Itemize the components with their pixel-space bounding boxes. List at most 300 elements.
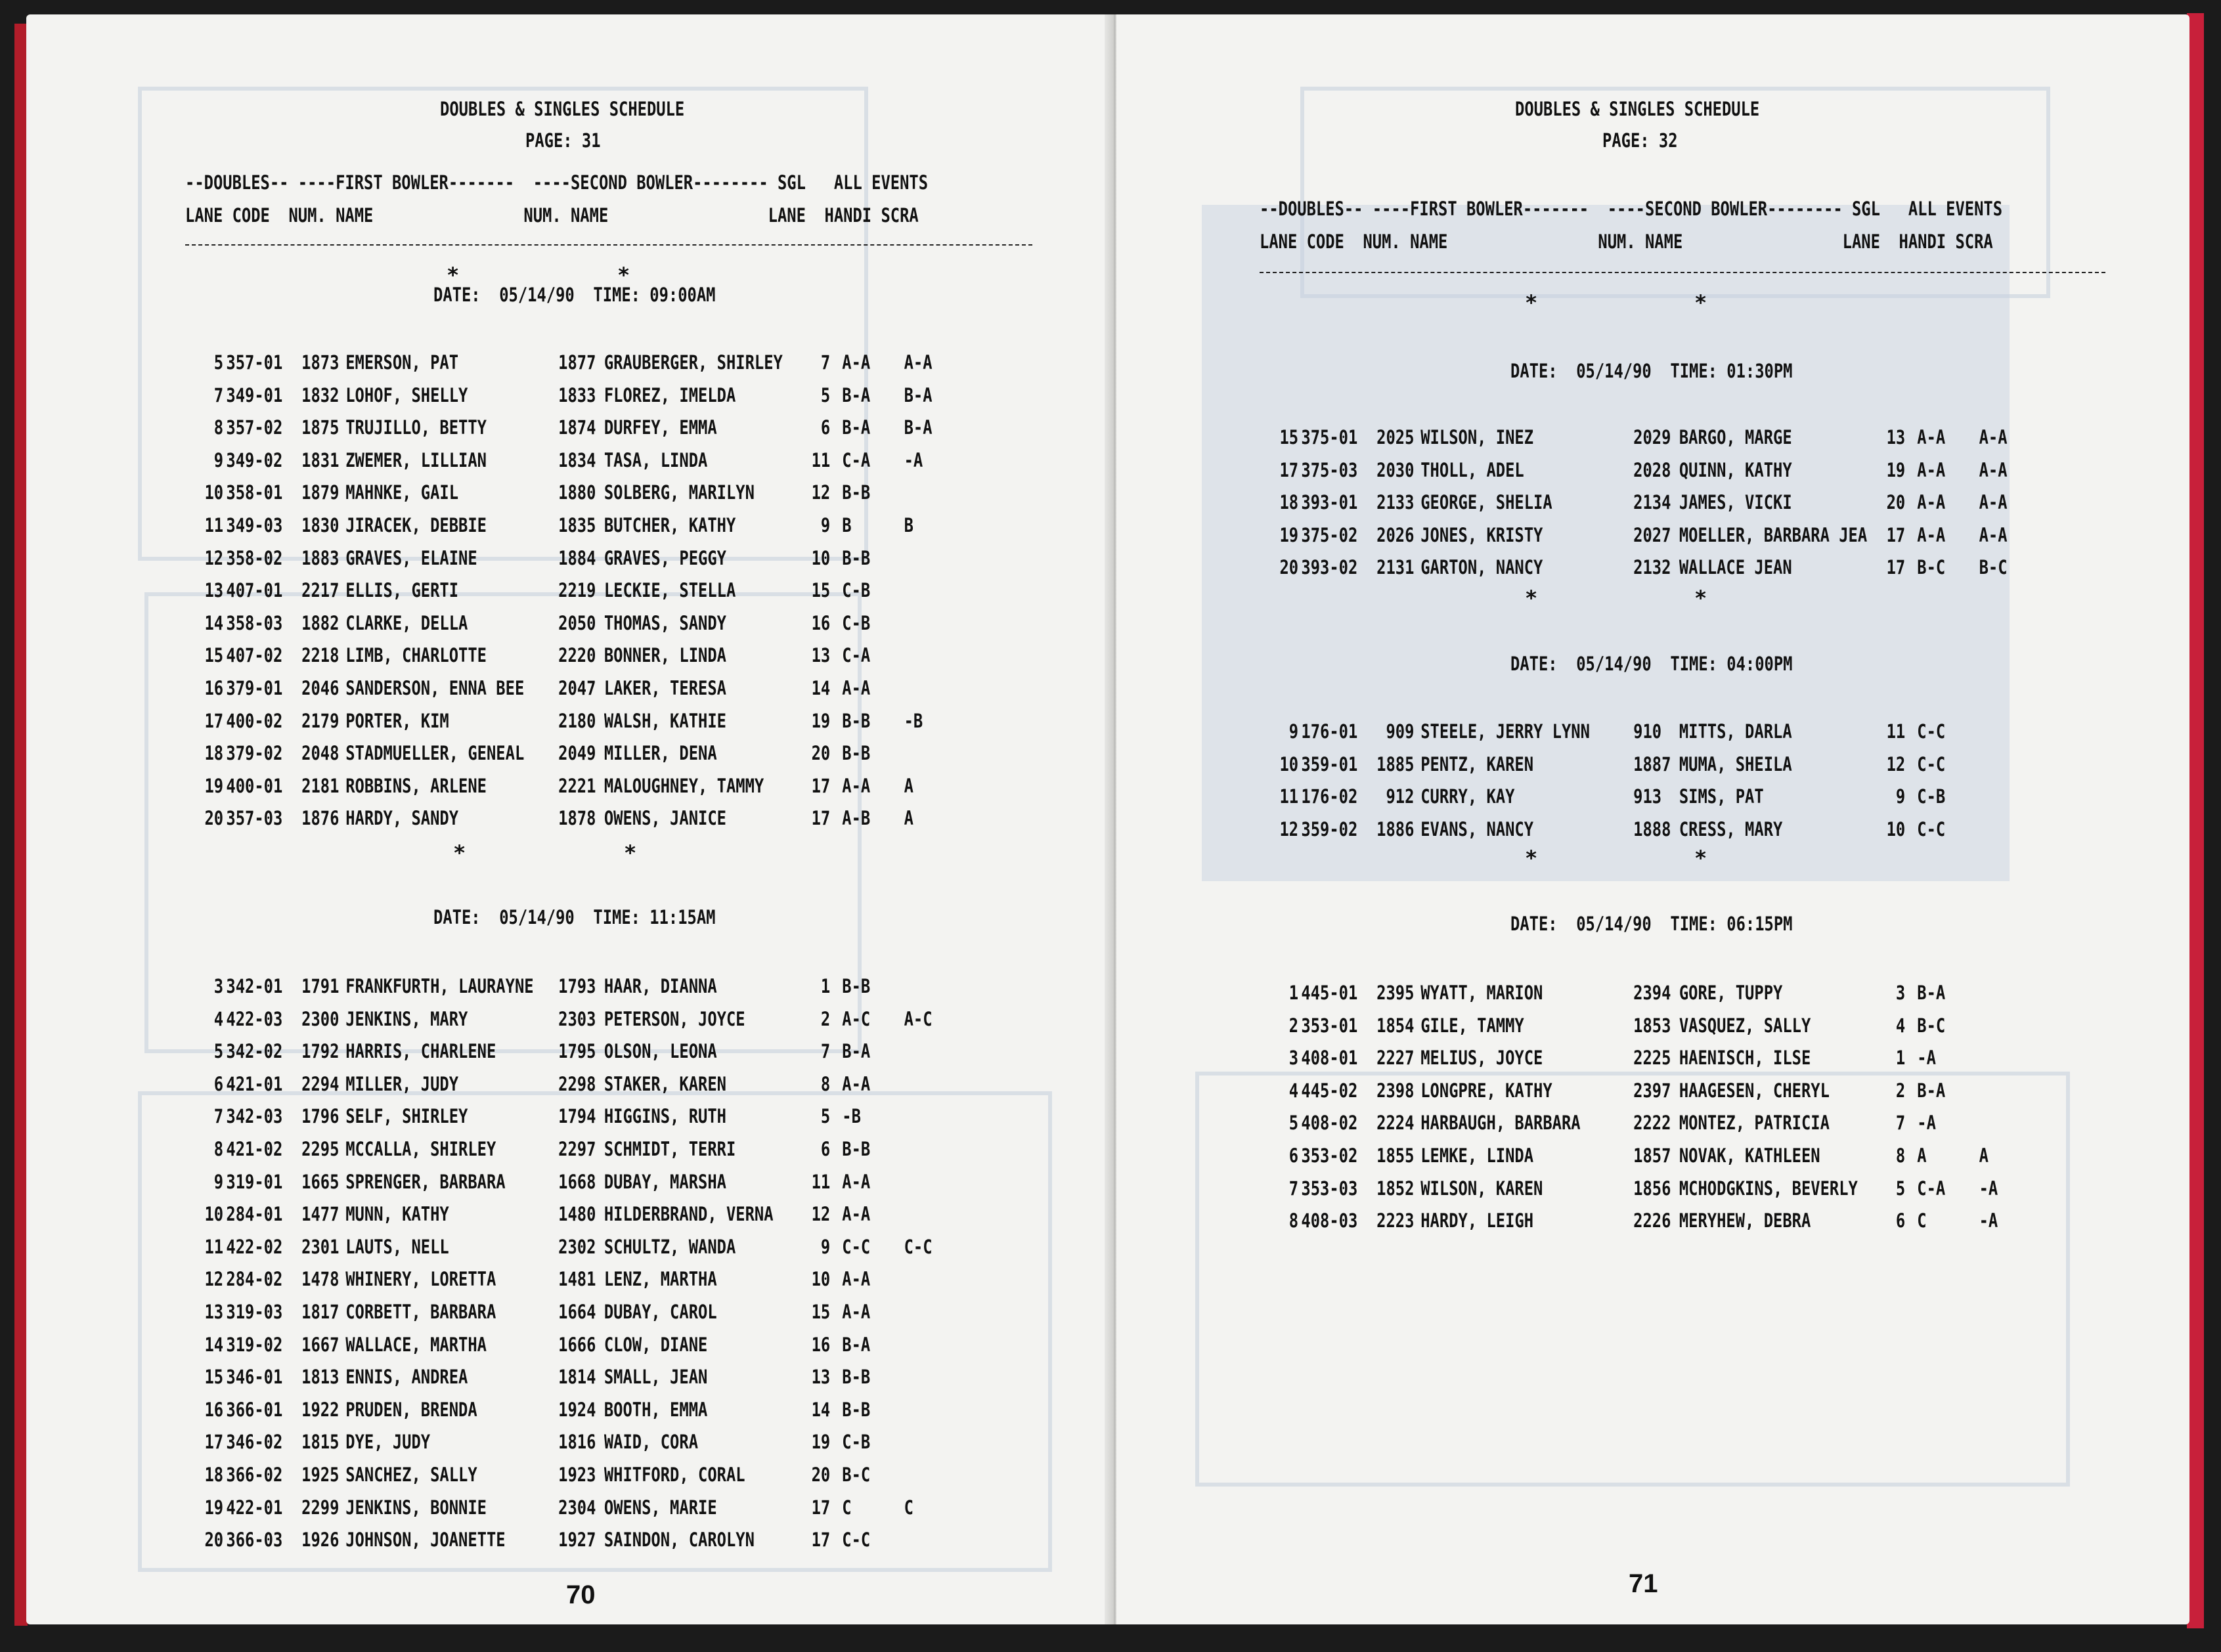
singles-lane-cell: 8 <box>1895 1144 1906 1167</box>
second-bowler-num-cell: 1877 <box>558 351 596 374</box>
first-bowler-num-cell: 912 <box>1386 785 1415 808</box>
singles-lane-cell: 5 <box>820 1105 831 1128</box>
first-bowler-num-cell: 2301 <box>301 1235 340 1258</box>
doubles-code-cell: 366-02 <box>226 1463 283 1486</box>
first-bowler-name-cell: ENNIS, ANDREA <box>345 1366 468 1389</box>
table-row <box>194 1231 947 1264</box>
second-bowler-num-cell: 2226 <box>1633 1209 1671 1232</box>
first-bowler-name-cell: ELLIS, GERTI <box>345 579 459 602</box>
first-bowler-name-cell: GEORGE, SHELIA <box>1420 491 1552 514</box>
singles-lane-cell: 9 <box>820 1235 831 1258</box>
star-marker: * <box>1525 586 1538 611</box>
lane-cell: 9 <box>213 448 224 471</box>
second-bowler-name-cell: HILDERBRAND, VERNA <box>604 1203 774 1226</box>
handicap-event-cell: C-A <box>842 448 871 471</box>
scratch-event-cell: B-A <box>904 383 933 406</box>
first-bowler-name-cell: GILE, TAMMY <box>1420 1014 1524 1037</box>
first-bowler-num-cell: 1817 <box>301 1300 340 1323</box>
lane-cell: 8 <box>213 416 224 439</box>
lane-cell: 7 <box>1288 1177 1299 1200</box>
lane-cell: 15 <box>204 1366 224 1389</box>
table-row <box>194 1524 947 1557</box>
first-bowler-num-cell: 1885 <box>1376 752 1415 775</box>
column-header-line-1: --DOUBLES-- ----FIRST BOWLER------- ----SECOND BOWLER-------- SGL ALL EVENTS <box>185 171 929 194</box>
first-bowler-name-cell: JONES, KRISTY <box>1420 523 1543 546</box>
section-date: DATE: 05/14/90 TIME: 11:15AM <box>433 906 716 928</box>
second-bowler-num-cell: 1833 <box>558 383 596 406</box>
second-bowler-num-cell: 1927 <box>558 1529 596 1552</box>
table-row <box>1269 422 2022 454</box>
singles-lane-cell: 9 <box>820 513 831 536</box>
lane-cell: 9 <box>1288 720 1299 743</box>
first-bowler-name-cell: LEMKE, LINDA <box>1420 1144 1534 1167</box>
second-bowler-num-cell: 1816 <box>558 1431 596 1454</box>
handicap-event-cell: B-B <box>842 742 871 765</box>
second-bowler-num-cell: 2047 <box>558 676 596 699</box>
handicap-event-cell: -B <box>842 1105 861 1128</box>
lane-cell: 14 <box>204 611 224 634</box>
first-bowler-num-cell: 2133 <box>1376 491 1415 514</box>
first-bowler-name-cell: HARDY, SANDY <box>345 807 459 830</box>
handicap-event-cell: A-A <box>842 1268 871 1291</box>
header-rule <box>1260 272 2105 273</box>
second-bowler-name-cell: STAKER, KAREN <box>604 1072 726 1095</box>
second-bowler-num-cell: 2303 <box>558 1007 596 1030</box>
lane-cell: 19 <box>204 1496 224 1519</box>
singles-lane-cell: 7 <box>1895 1112 1906 1135</box>
doubles-code-cell: 346-02 <box>226 1431 283 1454</box>
singles-lane-cell: 7 <box>820 351 831 374</box>
scratch-event-cell: B <box>904 513 913 536</box>
doubles-code-cell: 393-01 <box>1301 491 1358 514</box>
column-header-line-2: LANE CODE NUM. NAME NUM. NAME LANE HANDI SCRA <box>185 204 919 227</box>
first-bowler-name-cell: CURRY, KAY <box>1420 785 1515 808</box>
second-bowler-name-cell: HAENISCH, ILSE <box>1679 1047 1811 1070</box>
table-row <box>1269 716 2022 749</box>
header-rule <box>185 244 1032 246</box>
second-bowler-name-cell: BONNER, LINDA <box>604 644 726 667</box>
second-bowler-name-cell: SCHMIDT, TERRI <box>604 1137 736 1160</box>
second-bowler-num-cell: 2222 <box>1633 1112 1671 1135</box>
first-bowler-num-cell: 1854 <box>1376 1014 1415 1037</box>
lane-cell: 15 <box>204 644 224 667</box>
second-bowler-name-cell: GORE, TUPPY <box>1679 982 1783 1004</box>
doubles-code-cell: 353-01 <box>1301 1014 1358 1037</box>
second-bowler-num-cell: 1887 <box>1633 752 1671 775</box>
doubles-code-cell: 358-01 <box>226 481 283 504</box>
handicap-event-cell: A-A <box>1917 426 1946 448</box>
handicap-event-cell: -A <box>1917 1047 1936 1070</box>
doubles-code-cell: 349-03 <box>226 513 283 536</box>
lane-cell: 14 <box>204 1333 224 1356</box>
star-marker: * <box>624 840 637 865</box>
scratch-event-cell: A-A <box>1979 426 2008 448</box>
first-bowler-num-cell: 2300 <box>301 1007 340 1030</box>
doubles-code-cell: 379-02 <box>226 742 283 765</box>
table-row <box>194 1492 947 1525</box>
first-bowler-num-cell: 1925 <box>301 1463 340 1486</box>
handicap-event-cell: C-C <box>842 1529 871 1552</box>
doubles-code-cell: 422-03 <box>226 1007 283 1030</box>
table-row <box>1269 749 2022 781</box>
first-bowler-name-cell: MCCALLA, SHIRLEY <box>345 1137 496 1160</box>
table-row <box>194 970 947 1003</box>
first-bowler-name-cell: JENKINS, MARY <box>345 1007 468 1030</box>
doubles-code-cell: 342-01 <box>226 975 283 997</box>
doubles-code-cell: 422-02 <box>226 1235 283 1258</box>
scratch-event-cell: A-A <box>1979 491 2008 514</box>
first-bowler-num-cell: 1879 <box>301 481 340 504</box>
book-spine-left <box>14 24 28 1626</box>
lane-cell: 11 <box>204 513 224 536</box>
first-bowler-name-cell: PRUDEN, BRENDA <box>345 1398 477 1421</box>
lane-cell: 6 <box>1288 1144 1299 1167</box>
first-bowler-name-cell: ZWEMER, LILLIAN <box>345 448 487 471</box>
handicap-event-cell: A-B <box>842 807 871 830</box>
first-bowler-num-cell: 2030 <box>1376 458 1415 481</box>
singles-lane-cell: 10 <box>811 1268 831 1291</box>
second-bowler-name-cell: LECKIE, STELLA <box>604 579 736 602</box>
first-bowler-name-cell: SANDERSON, ENNA BEE <box>345 676 525 699</box>
lane-cell: 10 <box>1279 752 1299 775</box>
handicap-event-cell: C-B <box>842 579 871 602</box>
singles-lane-cell: 14 <box>811 1398 831 1421</box>
second-bowler-num-cell: 1923 <box>558 1463 596 1486</box>
first-bowler-num-cell: 2025 <box>1376 426 1415 448</box>
first-bowler-name-cell: LONGPRE, KATHY <box>1420 1079 1552 1102</box>
lane-cell: 16 <box>204 1398 224 1421</box>
second-bowler-name-cell: OWENS, MARIE <box>604 1496 717 1519</box>
doubles-code-cell: 319-03 <box>226 1300 283 1323</box>
first-bowler-name-cell: MAHNKE, GAIL <box>345 481 459 504</box>
first-bowler-num-cell: 1875 <box>301 416 340 439</box>
handicap-event-cell: C-C <box>1917 752 1946 775</box>
singles-lane-cell: 10 <box>1886 817 1906 840</box>
singles-lane-cell: 15 <box>811 579 831 602</box>
second-bowler-num-cell: 2221 <box>558 774 596 797</box>
second-bowler-name-cell: SIMS, PAT <box>1679 785 1764 808</box>
first-bowler-num-cell: 1926 <box>301 1529 340 1552</box>
doubles-code-cell: 408-03 <box>1301 1209 1358 1232</box>
second-bowler-num-cell: 2304 <box>558 1496 596 1519</box>
doubles-code-cell: 349-02 <box>226 448 283 471</box>
singles-lane-cell: 12 <box>811 481 831 504</box>
lane-cell: 18 <box>1279 491 1299 514</box>
doubles-code-cell: 366-03 <box>226 1529 283 1552</box>
doubles-code-cell: 357-02 <box>226 416 283 439</box>
second-bowler-num-cell: 910 <box>1633 720 1662 743</box>
table-row <box>194 1198 947 1231</box>
singles-lane-cell: 12 <box>1886 752 1906 775</box>
first-bowler-num-cell: 1882 <box>301 611 340 634</box>
lane-cell: 18 <box>204 1463 224 1486</box>
doubles-code-cell: 357-03 <box>226 807 283 830</box>
singles-lane-cell: 14 <box>811 676 831 699</box>
lane-cell: 10 <box>204 481 224 504</box>
second-bowler-num-cell: 2302 <box>558 1235 596 1258</box>
second-bowler-num-cell: 1666 <box>558 1333 596 1356</box>
page-label: PAGE: 32 <box>1602 129 1678 152</box>
first-bowler-num-cell: 1831 <box>301 448 340 471</box>
second-bowler-name-cell: JAMES, VICKI <box>1679 491 1792 514</box>
handicap-event-cell: C-B <box>1917 785 1946 808</box>
lane-cell: 15 <box>1279 426 1299 448</box>
table-row <box>1269 1173 2022 1206</box>
table-row <box>194 705 947 738</box>
lane-cell: 5 <box>213 351 224 374</box>
table-row <box>1269 487 2022 519</box>
second-bowler-num-cell: 1795 <box>558 1040 596 1063</box>
second-bowler-num-cell: 1794 <box>558 1105 596 1128</box>
second-bowler-num-cell: 2298 <box>558 1072 596 1095</box>
second-bowler-name-cell: OWENS, JANICE <box>604 807 726 830</box>
doubles-code-cell: 375-01 <box>1301 426 1358 448</box>
singles-lane-cell: 1 <box>1895 1047 1906 1070</box>
star-marker: * <box>1525 290 1538 315</box>
lane-cell: 7 <box>213 1105 224 1128</box>
first-bowler-name-cell: PENTZ, KAREN <box>1420 752 1534 775</box>
second-bowler-name-cell: DUBAY, MARSHA <box>604 1170 726 1193</box>
singles-lane-cell: 17 <box>811 1529 831 1552</box>
second-bowler-num-cell: 1480 <box>558 1203 596 1226</box>
first-bowler-num-cell: 1796 <box>301 1105 340 1128</box>
table-row <box>1269 1140 2022 1173</box>
scratch-event-cell: A <box>1979 1144 1989 1167</box>
first-bowler-num-cell: 1832 <box>301 383 340 406</box>
lane-cell: 8 <box>1288 1209 1299 1232</box>
singles-lane-cell: 6 <box>1895 1209 1906 1232</box>
table-row <box>1269 1205 2022 1238</box>
lane-cell: 5 <box>213 1040 224 1063</box>
doubles-code-cell: 400-01 <box>226 774 283 797</box>
first-bowler-name-cell: LAUTS, NELL <box>345 1235 449 1258</box>
first-bowler-name-cell: MILLER, JUDY <box>345 1072 459 1095</box>
handicap-event-cell: B-A <box>842 1333 871 1356</box>
second-bowler-name-cell: WALSH, KATHIE <box>604 709 726 732</box>
first-bowler-name-cell: WHINERY, LORETTA <box>345 1268 496 1291</box>
scratch-event-cell: A-A <box>904 351 933 374</box>
handicap-event-cell: B-B <box>842 975 871 997</box>
second-bowler-num-cell: 1814 <box>558 1366 596 1389</box>
table-row <box>1269 814 2022 846</box>
scratch-event-cell: C-C <box>904 1235 933 1258</box>
table-row <box>194 1133 947 1166</box>
lane-cell: 11 <box>204 1235 224 1258</box>
doubles-code-cell: 400-02 <box>226 709 283 732</box>
second-bowler-num-cell: 1884 <box>558 546 596 569</box>
first-bowler-name-cell: LOHOF, SHELLY <box>345 383 468 406</box>
lane-cell: 19 <box>204 774 224 797</box>
first-bowler-name-cell: ROBBINS, ARLENE <box>345 774 487 797</box>
first-bowler-name-cell: STADMUELLER, GENEAL <box>345 742 525 765</box>
lane-cell: 2 <box>1288 1014 1299 1037</box>
second-bowler-num-cell: 2220 <box>558 644 596 667</box>
singles-lane-cell: 11 <box>811 448 831 471</box>
doubles-code-cell: 359-02 <box>1301 817 1358 840</box>
first-bowler-num-cell: 1791 <box>301 975 340 997</box>
second-bowler-num-cell: 2297 <box>558 1137 596 1160</box>
handicap-event-cell: B-C <box>1917 556 1946 579</box>
table-row <box>194 1035 947 1068</box>
section-date: DATE: 05/14/90 TIME: 09:00AM <box>433 284 716 306</box>
table-row <box>1269 781 2022 814</box>
second-bowler-num-cell: 1853 <box>1633 1014 1671 1037</box>
table-row <box>194 1426 947 1459</box>
star-marker: * <box>1525 846 1538 871</box>
first-bowler-name-cell: WILSON, KAREN <box>1420 1177 1543 1200</box>
second-bowler-name-cell: MERYHEW, DEBRA <box>1679 1209 1811 1232</box>
lane-cell: 13 <box>204 579 224 602</box>
first-bowler-num-cell: 1667 <box>301 1333 340 1356</box>
handicap-event-cell: A-A <box>842 774 871 797</box>
first-bowler-name-cell: LIMB, CHARLOTTE <box>345 644 487 667</box>
singles-lane-cell: 15 <box>811 1300 831 1323</box>
doubles-code-cell: 342-02 <box>226 1040 283 1063</box>
first-bowler-num-cell: 1873 <box>301 351 340 374</box>
second-bowler-num-cell: 1856 <box>1633 1177 1671 1200</box>
second-bowler-name-cell: WHITFORD, CORAL <box>604 1463 745 1486</box>
first-bowler-num-cell: 1883 <box>301 546 340 569</box>
handicap-event-cell: A-A <box>842 1203 871 1226</box>
first-bowler-name-cell: HARDY, LEIGH <box>1420 1209 1534 1232</box>
table-row <box>194 802 947 835</box>
handicap-event-cell: -A <box>1917 1112 1936 1135</box>
doubles-code-cell: 346-01 <box>226 1366 283 1389</box>
lane-cell: 6 <box>213 1072 224 1095</box>
table-row <box>1269 1107 2022 1140</box>
doubles-code-cell: 421-02 <box>226 1137 283 1160</box>
second-bowler-name-cell: PETERSON, JOYCE <box>604 1007 745 1030</box>
second-bowler-num-cell: 2028 <box>1633 458 1671 481</box>
second-bowler-name-cell: MALOUGHNEY, TAMMY <box>604 774 764 797</box>
handicap-event-cell: B-B <box>842 546 871 569</box>
singles-lane-cell: 20 <box>1886 491 1906 514</box>
handicap-event-cell: C <box>842 1496 852 1519</box>
handicap-event-cell: B-B <box>842 1137 871 1160</box>
lane-cell: 3 <box>213 975 224 997</box>
first-bowler-name-cell: MELIUS, JOYCE <box>1420 1047 1543 1070</box>
handicap-event-cell: B-B <box>842 481 871 504</box>
second-bowler-name-cell: LAKER, TERESA <box>604 676 726 699</box>
handicap-event-cell: C-C <box>1917 720 1946 743</box>
second-bowler-num-cell: 1664 <box>558 1300 596 1323</box>
singles-lane-cell: 19 <box>811 1431 831 1454</box>
doubles-code-cell: 408-01 <box>1301 1047 1358 1070</box>
second-bowler-name-cell: DUBAY, CAROL <box>604 1300 717 1323</box>
second-bowler-num-cell: 2394 <box>1633 982 1671 1004</box>
first-bowler-name-cell: STEELE, JERRY LYNN <box>1420 720 1590 743</box>
singles-lane-cell: 1 <box>820 975 831 997</box>
lane-cell: 13 <box>204 1300 224 1323</box>
page-number: 71 <box>1629 1569 1658 1598</box>
lane-cell: 1 <box>1288 982 1299 1004</box>
second-bowler-num-cell: 1481 <box>558 1268 596 1291</box>
doubles-code-cell: 375-03 <box>1301 458 1358 481</box>
second-bowler-name-cell: SOLBERG, MARILYN <box>604 481 755 504</box>
doubles-code-cell: 359-01 <box>1301 752 1358 775</box>
schedule-rows <box>1269 422 2022 584</box>
second-bowler-num-cell: 1835 <box>558 513 596 536</box>
first-bowler-name-cell: PORTER, KIM <box>345 709 449 732</box>
second-bowler-num-cell: 1668 <box>558 1170 596 1193</box>
singles-lane-cell: 2 <box>820 1007 831 1030</box>
second-bowler-name-cell: SAINDON, CAROLYN <box>604 1529 755 1552</box>
handicap-event-cell: C-C <box>1917 817 1946 840</box>
second-bowler-name-cell: MILLER, DENA <box>604 742 717 765</box>
doubles-code-cell: 342-03 <box>226 1105 283 1128</box>
handicap-event-cell: C-A <box>842 644 871 667</box>
singles-lane-cell: 6 <box>820 1137 831 1160</box>
first-bowler-num-cell: 1815 <box>301 1431 340 1454</box>
star-marker: * <box>1694 290 1707 315</box>
doubles-code-cell: 358-02 <box>226 546 283 569</box>
first-bowler-num-cell: 2398 <box>1376 1079 1415 1102</box>
star-marker: * <box>453 840 466 865</box>
handicap-event-cell: B-A <box>842 416 871 439</box>
doubles-code-cell: 445-01 <box>1301 982 1358 1004</box>
table-row <box>194 1263 947 1296</box>
singles-lane-cell: 20 <box>811 742 831 765</box>
singles-lane-cell: 11 <box>1886 720 1906 743</box>
second-bowler-name-cell: GRAUBERGER, SHIRLEY <box>604 351 783 374</box>
lane-cell: 5 <box>1288 1112 1299 1135</box>
first-bowler-num-cell: 1792 <box>301 1040 340 1063</box>
page-number: 70 <box>566 1580 596 1609</box>
first-bowler-num-cell: 909 <box>1386 720 1415 743</box>
page-label: PAGE: 31 <box>525 129 601 152</box>
table-row <box>1269 552 2022 584</box>
first-bowler-num-cell: 1922 <box>301 1398 340 1421</box>
table-row <box>194 770 947 803</box>
handicap-event-cell: C-B <box>842 1431 871 1454</box>
handicap-event-cell: A-C <box>842 1007 871 1030</box>
singles-lane-cell: 19 <box>811 709 831 732</box>
second-bowler-num-cell: 1834 <box>558 448 596 471</box>
doubles-code-cell: 407-01 <box>226 579 283 602</box>
lane-cell: 4 <box>213 1007 224 1030</box>
singles-lane-cell: 16 <box>811 1333 831 1356</box>
table-row <box>194 672 947 705</box>
singles-lane-cell: 13 <box>811 1366 831 1389</box>
column-header-line-1: --DOUBLES-- ----FIRST BOWLER------- ----SECOND BOWLER-------- SGL ALL EVENTS <box>1260 198 2003 220</box>
table-row <box>194 1394 947 1427</box>
singles-lane-cell: 17 <box>811 774 831 797</box>
handicap-event-cell: A-A <box>1917 491 1946 514</box>
first-bowler-num-cell: 2181 <box>301 774 340 797</box>
first-bowler-name-cell: GRAVES, ELAINE <box>345 546 477 569</box>
first-bowler-name-cell: WILSON, INEZ <box>1420 426 1534 448</box>
doubles-code-cell: 422-01 <box>226 1496 283 1519</box>
second-bowler-num-cell: 2134 <box>1633 491 1671 514</box>
section-date: DATE: 05/14/90 TIME: 06:15PM <box>1510 913 1793 935</box>
second-bowler-num-cell: 2225 <box>1633 1047 1671 1070</box>
first-bowler-num-cell: 2295 <box>301 1137 340 1160</box>
singles-lane-cell: 17 <box>811 1496 831 1519</box>
scratch-event-cell: C <box>904 1496 913 1519</box>
handicap-event-cell: B-A <box>1917 982 1946 1004</box>
lane-cell: 8 <box>213 1137 224 1160</box>
first-bowler-num-cell: 2299 <box>301 1496 340 1519</box>
lane-cell: 10 <box>204 1203 224 1226</box>
table-row <box>1269 454 2022 487</box>
lane-cell: 17 <box>204 709 224 732</box>
doubles-code-cell: 407-02 <box>226 644 283 667</box>
doubles-code-cell: 358-03 <box>226 611 283 634</box>
schedule-rows <box>194 347 947 835</box>
section-date: DATE: 05/14/90 TIME: 01:30PM <box>1510 360 1793 382</box>
table-row <box>194 1003 947 1036</box>
handicap-event-cell: A <box>1917 1144 1927 1167</box>
